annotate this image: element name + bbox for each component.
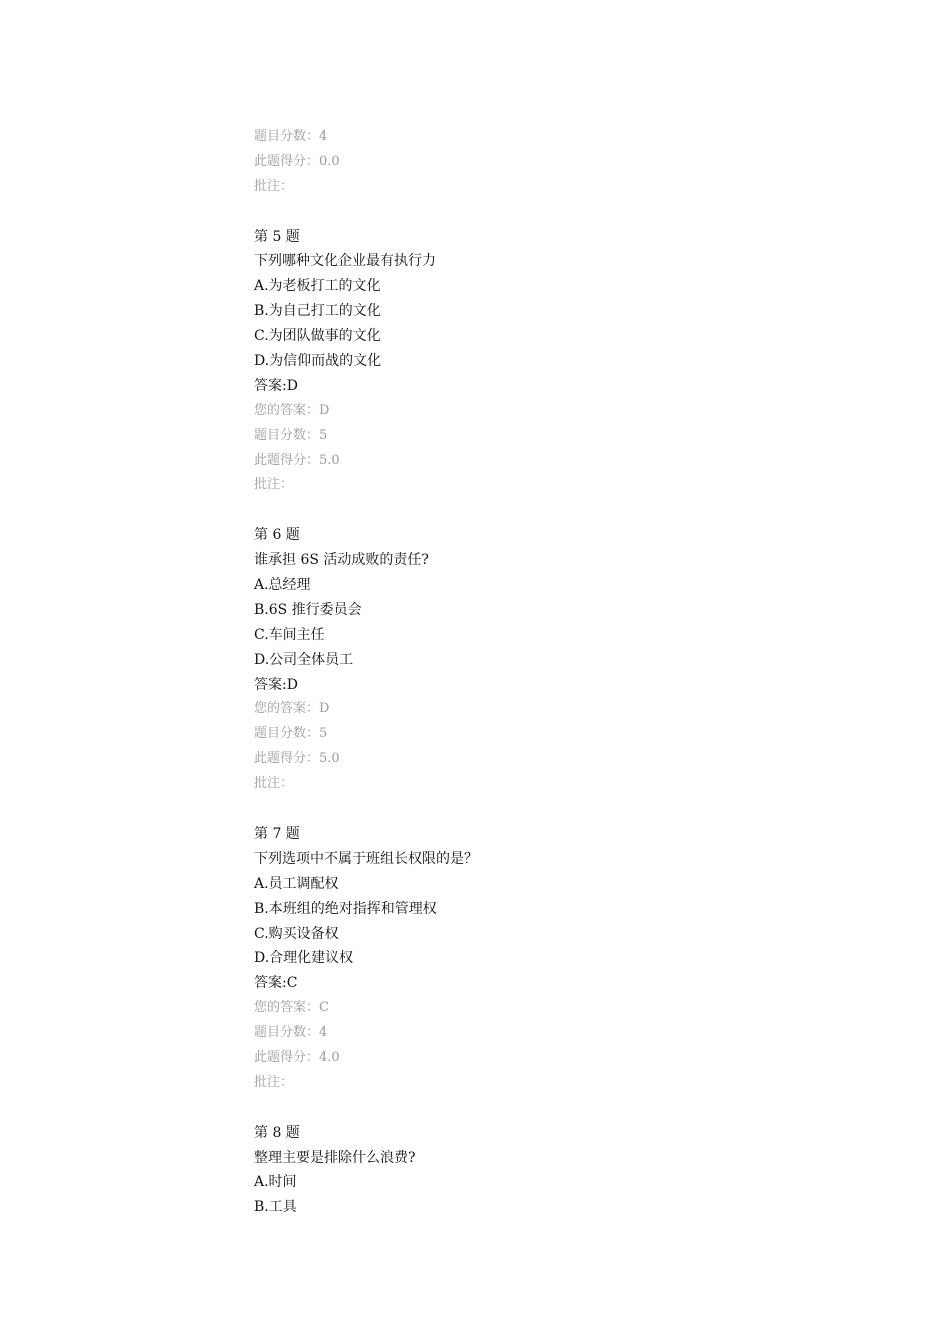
score-label: 题目分数：5: [254, 726, 328, 742]
spacer: [254, 797, 854, 822]
earned-score-label: 此题得分：4.0: [254, 1049, 340, 1065]
score-label: 题目分数：4: [254, 1025, 328, 1041]
spacer: [254, 200, 854, 225]
option-b: B.工具: [254, 1199, 297, 1216]
spacer: [254, 1096, 854, 1121]
question-block: [254, 523, 854, 797]
option-c: C.车间主任: [254, 626, 325, 643]
option-c: C.为团队做事的文化: [254, 328, 381, 345]
option-d: D.公司全体员工: [254, 651, 354, 668]
earned-score-label: 此题得分：0.0: [254, 153, 340, 169]
comment-label: 批注：: [254, 1074, 294, 1090]
correct-answer: 答案:C: [254, 975, 298, 992]
question-block: [254, 822, 854, 1096]
question-number: 第 8 题: [254, 1124, 300, 1141]
option-b: B.6S 推行委员会: [254, 601, 362, 618]
question-stem: 下列哪种文化企业最有执行力: [254, 253, 436, 270]
score-label: 题目分数：5: [254, 427, 328, 443]
exam-results-document: [254, 125, 854, 1220]
option-a: A.时间: [254, 1174, 297, 1191]
your-answer: 您的答案：D: [254, 701, 330, 717]
option-b: B.本班组的绝对指挥和管理权: [254, 900, 437, 917]
correct-answer: 答案:D: [254, 676, 298, 693]
option-d: D.为信仰而战的文化: [254, 353, 382, 370]
question-stem: 整理主要是排除什么浪费?: [254, 1149, 416, 1166]
your-answer: 您的答案：C: [254, 1000, 329, 1016]
question-stem: 下列选项中不属于班组长权限的是？: [254, 850, 478, 867]
comment-label: 批注：: [254, 776, 294, 792]
option-a: A.总经理: [254, 577, 311, 594]
comment-label: 批注：: [254, 178, 294, 194]
question-block: [254, 225, 854, 499]
question-block: [254, 1121, 854, 1221]
question-stem: 谁承担 6S 活动成败的责任?: [254, 552, 429, 569]
option-a: A.员工调配权: [254, 875, 339, 892]
option-c: C.购买设备权: [254, 925, 339, 942]
option-d: D.合理化建议权: [254, 950, 354, 967]
comment-label: 批注：: [254, 477, 294, 493]
question-number: 第 5 题: [254, 228, 300, 245]
score-label: 题目分数：4: [254, 129, 328, 144]
question-number: 第 6 题: [254, 527, 300, 544]
correct-answer: 答案:D: [254, 377, 298, 394]
earned-score-label: 此题得分：5.0: [254, 751, 340, 767]
option-a: A.为老板打工的文化: [254, 278, 381, 295]
your-answer: 您的答案：D: [254, 402, 330, 418]
earned-score-label: 此题得分：5.0: [254, 452, 340, 468]
question-number: 第 7 题: [254, 825, 300, 842]
option-b: B.为自己打工的文化: [254, 303, 381, 320]
spacer: [254, 498, 854, 523]
